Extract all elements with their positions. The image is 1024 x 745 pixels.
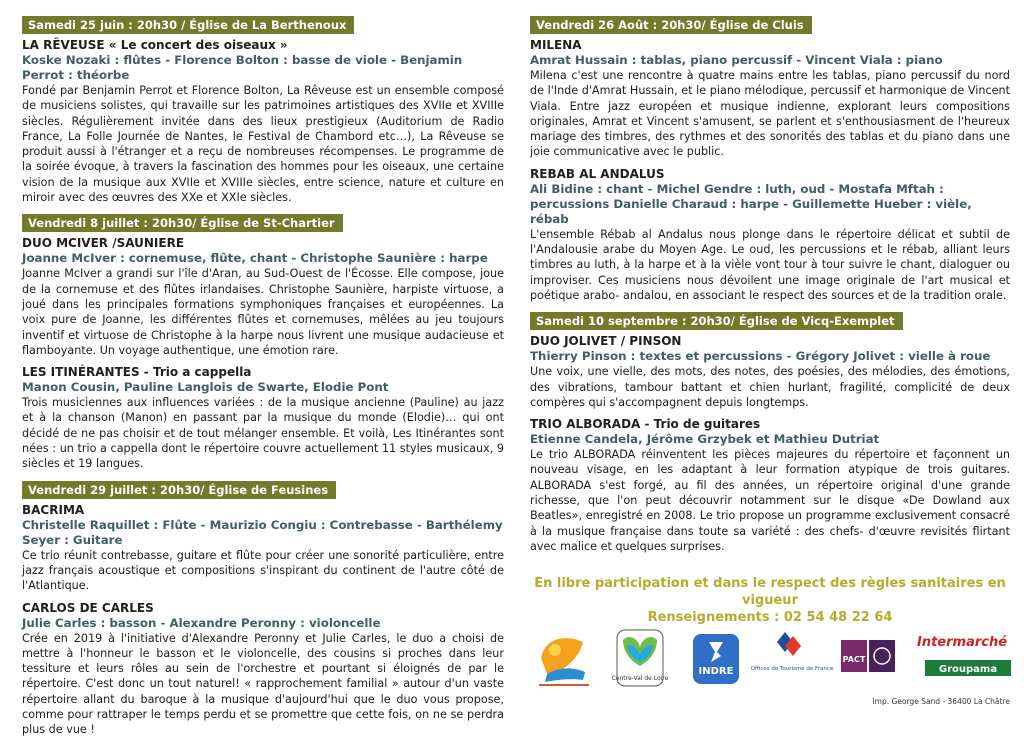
event: [22, 38, 504, 205]
offices-label: Offices de Tourisme de France: [750, 666, 834, 672]
event-artists: Joanne McIver : cornemuse, flûte, chant - Christophe Saunière : harpe: [22, 251, 488, 266]
program-section: [22, 14, 504, 205]
event-artists: Amrat Hussain : tablas, piano percussif - Vincent Viala : piano: [530, 53, 943, 67]
intermarche-groupama-logo: [915, 628, 1015, 690]
offices-de-tourisme-logo: [750, 628, 834, 690]
event-title: TRIO ALBORADA - Trio de guitares: [530, 417, 761, 432]
event-title: DUO MCIVER /SAUNIERE: [22, 236, 185, 251]
pact-label: PACT: [842, 655, 866, 664]
date-banner: Vendredi 29 juillet : 20h30/ Église de Feusines: [22, 481, 336, 499]
program-section: [530, 14, 1010, 303]
event-artists: Julie Carles : basson - Alexandre Peronny : violoncelle: [22, 615, 381, 630]
sponsor-logos: [535, 628, 1015, 696]
event-description: Une voix, une vielle, des mots, des notes, des poésies, des mélodies, des émotions, des vibrations, tambour battant et chien hurlant, fragilité, complicité de deux compères qui s'accompagnent depuis longtemps.: [530, 365, 1010, 409]
event-title: CARLOS DE CARLES: [22, 600, 154, 615]
groupama-label: Groupama: [938, 664, 998, 675]
event: [530, 167, 1010, 303]
event: [530, 334, 1010, 410]
printer-credit: Imp. George Sand - 36400 La Châtre: [872, 697, 1010, 706]
event-title: DUO JOLIVET / PINSON: [530, 334, 682, 349]
event-title: BACRIMA: [22, 502, 85, 517]
indre-label: INDRE: [698, 666, 734, 677]
pact-logo: [839, 628, 897, 690]
event-description: Milena c'est une rencontre à quatre mains entre les tablas, piano percussif du nord de l'Inde d'Amrat Hussain, et le piano mélodique, percussif et harmonique de Vincent Viala. Entre jazz européen et musique indienne, explorant leurs compositions originales, Amrat et Vincent s'amusent, se parlent et s'enthousiasment de l'heureux mariage des timbres, des rythmes et des sonorités des tablas et du piano dans une joie communicative avec le public.: [530, 69, 1010, 159]
event-description: Trois musiciennes aux influences variées : de la musique ancienne (Pauline) au jazz et à la chanson (Manon) en passant par la musique du monde (Elodie)… qui ont décidé de ne pas choisir et de tout mélanger ensemble. Et voilà, Les Itinérantes sont nées : un trio a cappella dont le répertoire couvre actuellement 11 styles musicaux, 9 siècles et 19 langues.: [22, 396, 504, 471]
footer-note: [530, 575, 1010, 626]
centre-label: Centre-Val de Loire: [611, 675, 669, 682]
event-description: L'ensemble Rébab al Andalus nous plonge dans le répertoire délicat et subtil de l'Andalousie arabe du Moyen Age. Le oud, les percussions et le rébab, alliant leurs timbres au luth, à la harpe et à la vièle vont tour à tour suivre le chant, dialoguer ou improviser. Ces musiciens nous dévoilent une image originale de l'art musical et poétique arabo- andalou, en associant le respect des sources et de la tradition orale.: [530, 227, 1010, 302]
date-banner: Vendredi 8 juillet : 20h30/ Église de St-Chartier: [22, 214, 343, 232]
event-description: Joanne McIver a grandi sur l'île d'Aran, au Sud-Ouest de l'Écosse. Elle compose, joue de la cornemuse et des flûtes irlandaises. Christophe Saunière, harpiste virtuose, a joué dans les principales formations symphoniques françaises et européennes. La voix pure de Joanne, les différentes flûtes et cornemuses, mêlées au jeu toujours inventif et virtuose de Christophe à la harpe nous livrent une musique audacieuse et flamboyante. Un voyage authentique, une émotion rare.: [22, 267, 504, 357]
event-description: Fondé par Benjamin Perrot et Florence Bolton, La Rêveuse est un ensemble composé de musiciens solistes, qui travaille sur les patrimoines artistiques des XVIIe et XVIIIe siècles. Régulièrement invitée dans des lieux prestigieux (Auditorium de Radio France, La Folle Journée de Nantes, le Festival de Chambord etc…), La Rêveuse se produit aussi à l'étranger et a reçu de nombreuses récompenses. Le programme de la soirée évoque, à travers la fascination des hommes pour les oiseaux, une certaine vision de la musique aux XVIIe et XVIIIe siècles, entre science, nature et culture en miroir avec des œuvres des XXe et XXIe siècles.: [22, 84, 504, 205]
date-banner: Samedi 25 juin : 20h30 / Église de La Berthenoux: [22, 16, 354, 34]
participation-note: En libre participation et dans le respect des règles sanitaires en vigueur: [534, 576, 1006, 608]
event-description: Crée en 2019 à l'initiative d'Alexandre Peronny et Julie Carles, le duo a choisi de mettre à l'honneur le basson et le violoncelle, des cousins si proches dans leur tessiture et leurs rôles au sein de l'orchestre et pourtant si éloignés de par le répertoire. C'est donc un tout naturel! « rapprochement familial » autour d'un vaste répertoire allant du baroque à la musique d'aujourd'hui que le duo vous propose, comme pour rattraper le temps perdu et se promettre que cette fois, on ne se perdra plus de vue !: [22, 631, 504, 737]
pays-george-sand-logo: [535, 628, 593, 690]
event: [530, 417, 1010, 554]
event-artists: Christelle Raquillet : Flûte - Maurizio Congiu : Contrebasse - Barthélemy Seyer : Guitare: [22, 517, 503, 547]
program-section: [22, 212, 504, 471]
event-title: LES ITINÉRANTES - Trio a cappella: [22, 365, 252, 380]
date-banner: Samedi 10 septembre : 20h30/ Église de Vicq-Exemplet: [530, 312, 903, 330]
event-title: REBAB AL ANDALUS: [530, 166, 665, 181]
info-phone: Renseignements : 02 54 48 22 64: [647, 610, 893, 625]
event: [22, 365, 504, 471]
intermarche-label: Intermarché: [917, 635, 1008, 650]
event-artists: Etienne Candela, Jérôme Grzybek et Mathieu Dutriat: [530, 432, 880, 447]
centre-val-de-loire-logo: [611, 628, 669, 690]
indre-logo: [687, 628, 745, 690]
event-title: MILENA: [530, 38, 582, 52]
right-column: [530, 14, 1010, 561]
event-artists: Koske Nozaki : flûtes - Florence Bolton : basse de viole - Benjamin Perrot : théorbe: [22, 53, 463, 82]
event-description: Ce trio réunit contrebasse, guitare et flûte pour créer une sonorité particulière, entre jazz français acoustique et compositions s'inspirant du continent de l'autre côté de l'Atlantique.: [22, 548, 504, 593]
program-section: [22, 479, 504, 738]
event-artists: Thierry Pinson : textes et percussions - Grégory Jolivet : vielle à roue: [530, 349, 991, 364]
event-description: Le trio ALBORADA réinventent les pièces majeures du répertoire et façonnent un nouveau visage, en les adaptant à leur formation atypique de trois guitares. ALBORADA s'est forgé, au fil des années, un répertoire original d'une grande richesse, que l'on peut découvrir notamment sur le disque «De Dowland aux Beatles», enregistré en 2008. Le trio propose un programme exclusivement consacré à la musique française dans toute sa variété : des chefs- d'œuvre revisités flirtant avec malice et quelques surprises.: [530, 448, 1010, 553]
event: [530, 38, 1010, 160]
event: [22, 601, 504, 738]
date-banner: Vendredi 26 Août : 20h30/ Église de Cluis: [530, 16, 812, 34]
event: [22, 236, 504, 358]
event: [22, 503, 504, 594]
program-section: [530, 310, 1010, 554]
event-artists: Manon Cousin, Pauline Langlois de Swarte, Elodie Pont: [22, 380, 389, 395]
left-column: [22, 14, 504, 745]
event-artists: Ali Bidine : chant - Michel Gendre : luth, oud - Mostafa Mftah : percussions Danielle Charaud : harpe - Guillemette Hueber : vièle, rébab: [530, 181, 972, 226]
event-title: LA RÊVEUSE « Le concert des oiseaux »: [22, 38, 288, 52]
